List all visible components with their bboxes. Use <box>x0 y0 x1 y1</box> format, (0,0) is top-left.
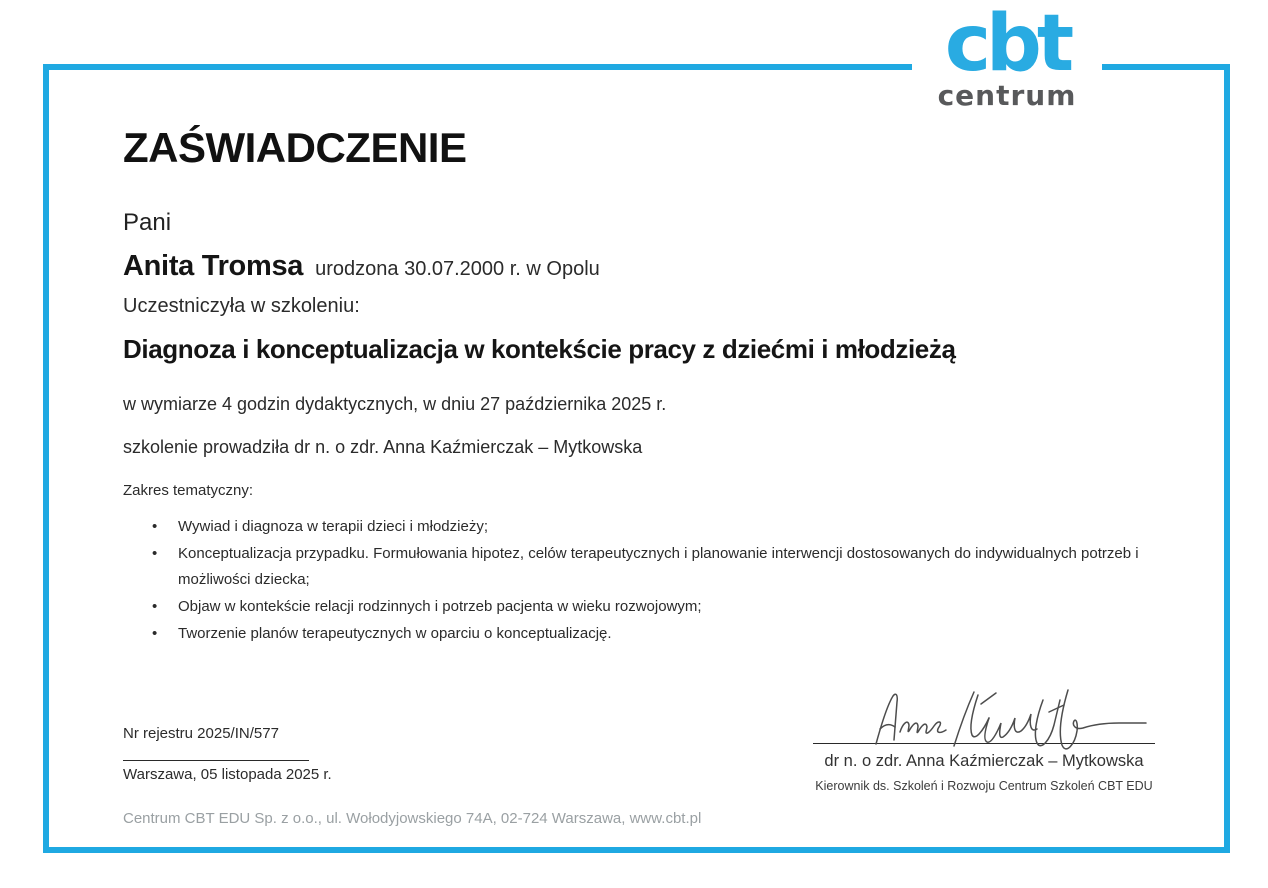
bullet-icon: • <box>152 625 158 642</box>
certificate-title: ZAŚWIADCZENIE <box>123 124 467 171</box>
bullet-icon: • <box>152 545 158 562</box>
registry-number: Nr rejestru 2025/IN/577 <box>123 725 279 742</box>
topic-item <box>150 621 1140 647</box>
topics-list <box>150 514 1140 648</box>
cbt-centrum-logo <box>912 0 1102 136</box>
bullet-icon: • <box>152 518 158 535</box>
signer-title: Kierownik ds. Szkoleń i Rozwoju Centrum Szkoleń CBT EDU <box>815 779 1153 793</box>
topic-item <box>150 541 1140 593</box>
recipient-row <box>123 250 600 283</box>
recipient-name: Anita Tromsa <box>123 250 304 282</box>
bullet-icon: • <box>152 598 158 615</box>
cbt-logo-icon: cbt <box>944 0 1070 89</box>
duration-line: w wymiarze 4 godzin dydaktycznych, w dniu 27 października 2025 r. <box>123 394 667 414</box>
topics-heading: Zakres tematyczny: <box>123 482 254 499</box>
topic-item-text: Wywiad i diagnoza w terapii dzieci i młodzieży; <box>178 518 488 535</box>
trainer-line: szkolenie prowadziła dr n. o zdr. Anna Kaźmierczak – Mytkowska <box>123 437 643 457</box>
participation-line: Uczestniczyła w szkoleniu: <box>123 295 360 317</box>
signer-name: dr n. o zdr. Anna Kaźmierczak – Mytkowska <box>824 752 1144 770</box>
place-date-line <box>123 760 309 761</box>
salutation: Pani <box>123 209 172 236</box>
topic-item-text: Konceptualizacja przypadku. Formułowania hipotez, celów terapeutycznych i planowanie interwencji dostosowanych do indywidualnych potrzeb i możliwości dziecka; <box>178 545 1139 588</box>
topic-item <box>150 514 1140 540</box>
training-title: Diagnoza i konceptualizacja w kontekście pracy z dziećmi i młodzieżą <box>123 334 956 364</box>
topic-item-text: Tworzenie planów terapeutycznych w oparciu o konceptualizację. <box>178 625 612 642</box>
recipient-birth-details: urodzona 30.07.2000 r. w Opolu <box>315 258 600 280</box>
footer-company-info: Centrum CBT EDU Sp. z o.o., ul. Wołodyjowskiego 74A, 02-724 Warszawa, www.cbt.pl <box>123 810 702 827</box>
cbt-logo-subtitle: centrum <box>937 79 1077 113</box>
topic-item <box>150 594 1140 620</box>
topic-item-text: Objaw w kontekście relacji rodzinnych i potrzeb pacjenta w wieku rozwojowym; <box>178 598 702 615</box>
place-date: Warszawa, 05 listopada 2025 r. <box>123 766 332 783</box>
signature-image <box>862 682 1162 754</box>
